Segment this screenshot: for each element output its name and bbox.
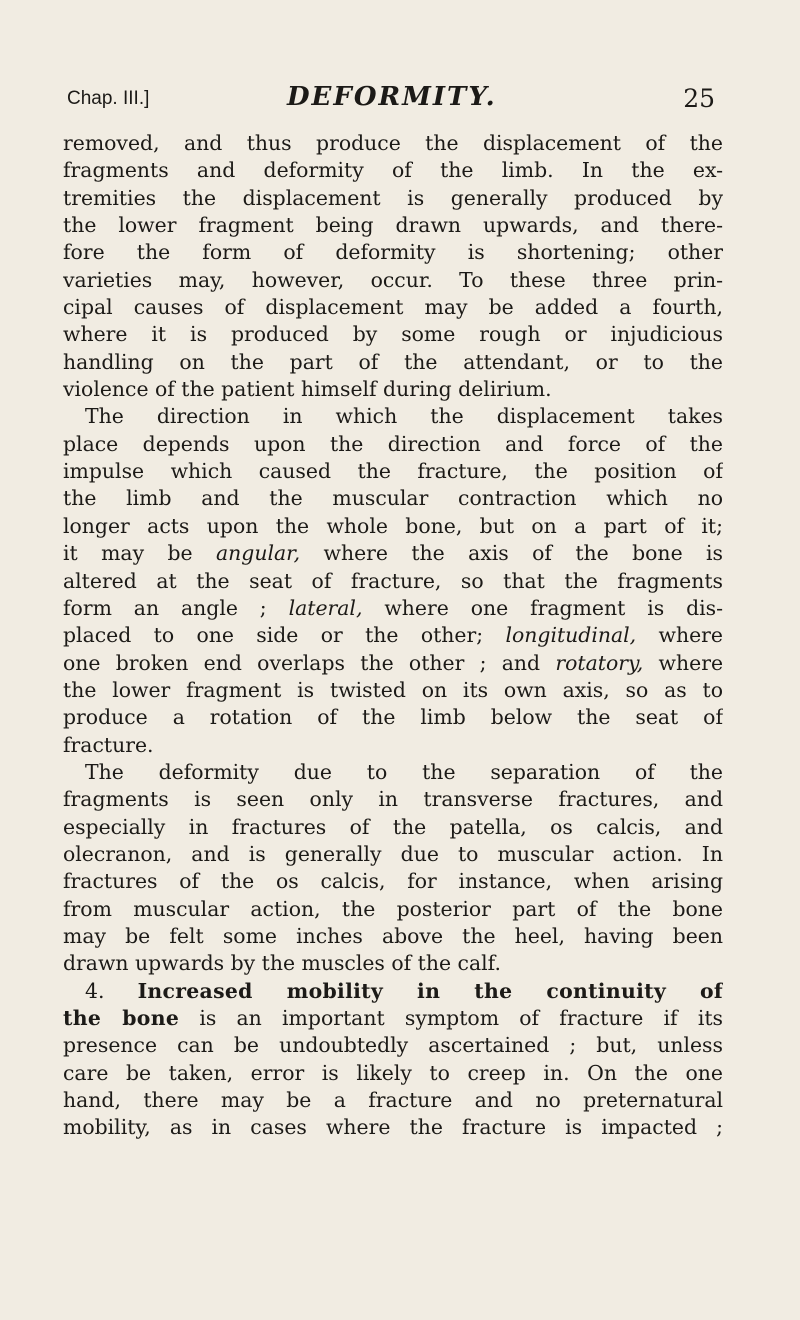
text-line: impulse which caused the fracture, the position of <box>63 459 723 484</box>
text-line: removed, and thus produce the displacement of the <box>63 131 723 155</box>
text-line: the lower fragment being drawn upwards, and there- <box>63 213 723 238</box>
text-line: The deformity due to the separation of the <box>85 759 723 784</box>
text-line: the limb and the muscular contraction which no <box>63 486 723 511</box>
text-line: fore the form of deformity is shortening; other <box>63 240 723 265</box>
text-line: varieties may, however, occur. To these three prin- <box>63 267 723 292</box>
page-title: DEFORMITY. <box>287 82 497 112</box>
running-head <box>67 82 715 122</box>
text-line: the bone is an important symptom of fracture if its <box>63 1006 723 1030</box>
text-line: where it is produced by some rough or injudicious <box>63 322 723 347</box>
text-line: it may be angular, where the axis of the bone is <box>63 541 723 566</box>
text-line: the lower fragment is twisted on its own axis, so as to <box>63 677 723 702</box>
text-line: olecranon, and is generally due to muscular action. In <box>63 841 723 866</box>
text-line: tremities the displacement is generally produced by <box>63 185 723 210</box>
text-line: from muscular action, the posterior part of the bone <box>63 896 723 921</box>
text-line: presence can be undoubtedly ascertained ; but, unless <box>63 1033 723 1058</box>
text-line: The direction in which the displacement takes <box>85 404 723 429</box>
text-line: cipal causes of displacement may be added a fourth, <box>63 295 723 320</box>
text-line: longer acts upon the whole bone, but on a part of it; <box>63 513 723 538</box>
chapter-label: Chap. III.] <box>67 88 150 109</box>
text-line: mobility, as in cases where the fracture is impacted ; <box>63 1115 723 1140</box>
text-line: fractures of the os calcis, for instance, when arising <box>63 869 723 894</box>
text-line: altered at the seat of fracture, so that the fragments <box>63 568 723 593</box>
section-heading-line: 4. Increased mobility in the continuity of <box>85 978 723 1003</box>
text-line: hand, there may be a fracture and no preternatural <box>63 1088 723 1113</box>
text-line: violence of the patient himself during delirium. <box>63 377 552 402</box>
text-line: fragments is seen only in transverse fractures, and <box>63 787 723 812</box>
page-number: 25 <box>683 84 715 113</box>
text-line: fracture. <box>63 732 154 757</box>
text-line: care be taken, error is likely to creep in. On the one <box>63 1060 723 1085</box>
text-line: form an angle ; lateral, where one fragment is dis- <box>63 595 723 620</box>
text-line: one broken end overlaps the other ; and rotatory, where <box>63 650 723 675</box>
text-line: may be felt some inches above the heel, having been <box>63 923 723 948</box>
text-line: especially in fractures of the patella, os calcis, and <box>63 814 723 839</box>
text-line: place depends upon the direction and force of the <box>63 431 723 456</box>
text-line: handling on the part of the attendant, or to the <box>63 349 723 374</box>
body-text <box>63 130 723 1142</box>
text-line: fragments and deformity of the limb. In the ex- <box>63 158 723 183</box>
text-line: produce a rotation of the limb below the seat of <box>63 705 723 730</box>
text-line: placed to one side or the other; longitudinal, where <box>63 623 723 648</box>
text-line: drawn upwards by the muscles of the calf. <box>63 951 501 976</box>
